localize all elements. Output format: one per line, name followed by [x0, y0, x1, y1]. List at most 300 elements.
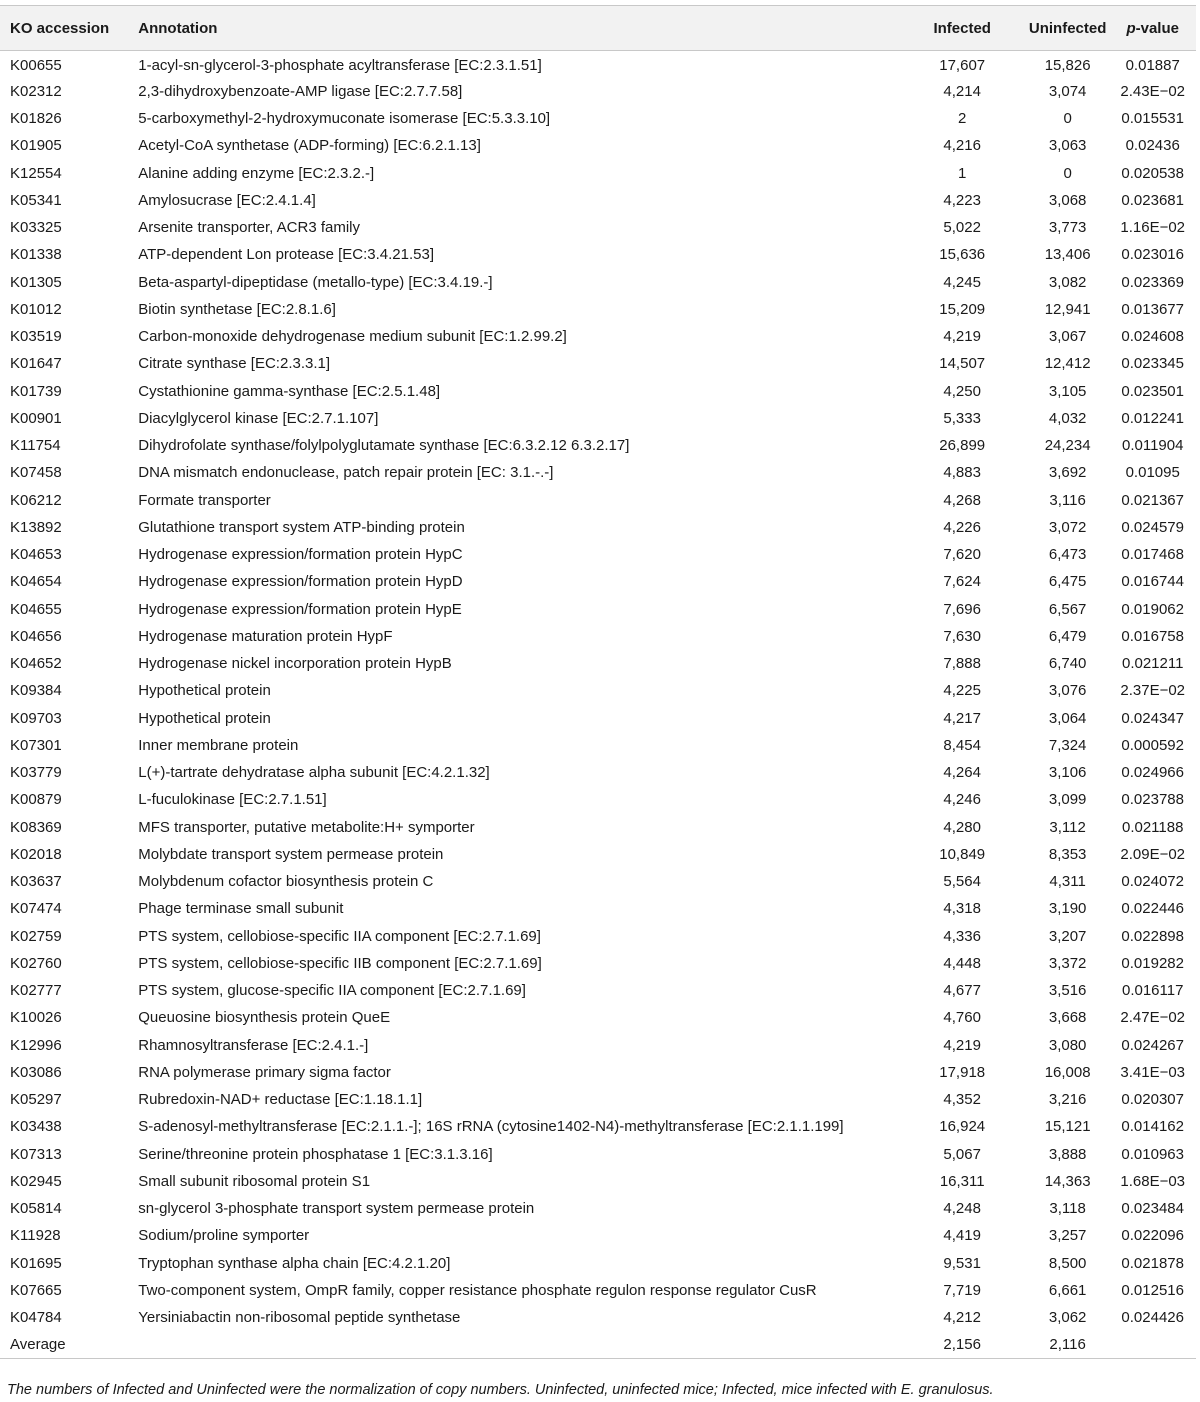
p-value-cell: 0.021878: [1121, 1254, 1184, 1272]
infected-cell: 4,336: [943, 927, 981, 945]
infected-cell: 4,677: [943, 982, 981, 1000]
annotation-cell: Acetyl-CoA synthetase (ADP-forming) [EC:6.2.1.13]: [138, 137, 481, 155]
annotation-cell: Queuosine biosynthesis protein QueE: [138, 1009, 391, 1027]
table-row: [0, 1304, 1196, 1331]
infected-cell: 7,719: [943, 1281, 981, 1299]
annotation-cell: Citrate synthase [EC:2.3.3.1]: [138, 355, 331, 373]
annotation-cell: Inner membrane protein: [138, 736, 299, 754]
uninfected-cell: 3,257: [1048, 1227, 1087, 1245]
uninfected-cell: 3,067: [1048, 328, 1087, 346]
uninfected-cell: 0: [1063, 164, 1072, 182]
table-row: [0, 759, 1196, 786]
p-value-cell: 0.022898: [1121, 927, 1184, 945]
table-row: [0, 378, 1196, 405]
annotation-cell: RNA polymerase primary sigma factor: [138, 1063, 391, 1081]
average-row: [0, 1331, 1196, 1358]
uninfected-cell: 3,112: [1049, 818, 1086, 836]
p-value-cell: 0.019062: [1121, 600, 1184, 618]
p-value-cell: 0.021211: [1121, 655, 1184, 673]
uninfected-cell: 12,412: [1044, 355, 1091, 373]
p-value-cell: 0.000592: [1121, 736, 1184, 754]
annotation-cell: Hypothetical protein: [138, 709, 271, 727]
ko-accession-cell: K02759: [10, 927, 62, 945]
annotation-cell: PTS system, cellobiose-specific IIA component [EC:2.7.1.69]: [138, 927, 541, 945]
ko-accession-cell: K09703: [10, 709, 62, 727]
p-value-cell: 0.016758: [1121, 627, 1184, 645]
infected-cell: 4,216: [943, 137, 981, 155]
table-row: [0, 1032, 1196, 1059]
table-row: [0, 568, 1196, 595]
infected-cell: 7,888: [943, 655, 981, 673]
annotation-cell: Carbon-monoxide dehydrogenase medium subunit [EC:1.2.99.2]: [138, 328, 567, 346]
p-value-cell: 2.09E−02: [1120, 845, 1186, 863]
infected-cell: 4,226: [943, 518, 981, 536]
p-value-cell: 0.023345: [1121, 355, 1184, 373]
p-value-cell: 0.020307: [1121, 1091, 1184, 1109]
uninfected-cell: 3,072: [1048, 518, 1087, 536]
ko-accession-cell: K01012: [10, 300, 62, 318]
infected-cell: 4,245: [943, 273, 981, 291]
table-row: [0, 160, 1196, 187]
uninfected-cell: 8,353: [1048, 845, 1087, 863]
ko-accession-cell: K03086: [10, 1063, 62, 1081]
ko-accession-cell: K09384: [10, 682, 62, 700]
annotation-cell: Diacylglycerol kinase [EC:2.7.1.107]: [138, 409, 379, 427]
annotation-cell: Amylosucrase [EC:2.4.1.4]: [138, 191, 316, 209]
uninfected-cell: 13,406: [1044, 246, 1091, 264]
uninfected-cell: 3,692: [1048, 464, 1087, 482]
table-row: [0, 78, 1196, 105]
uninfected-cell: 12,941: [1044, 300, 1091, 318]
ko-accession-cell: K04652: [10, 655, 62, 673]
ko-accession-cell: Average: [0, 1331, 138, 1358]
infected-cell: 5,333: [943, 409, 981, 427]
infected-cell: 14,507: [939, 355, 986, 373]
infected-cell: 9,531: [943, 1254, 981, 1272]
table-row: [0, 1113, 1196, 1140]
ko-accession-cell: K12554: [10, 164, 62, 182]
ko-accession-cell: K01695: [10, 1254, 62, 1272]
ko-accession-cell: K07458: [10, 464, 62, 482]
infected-cell: 26,899: [939, 437, 986, 455]
annotation-cell: Molybdate transport system permease protein: [138, 845, 444, 863]
annotation-cell: L(+)-tartrate dehydratase alpha subunit [EC:4.2.1.32]: [138, 764, 490, 782]
uninfected-cell: 6,661: [1048, 1281, 1087, 1299]
table-row: [0, 650, 1196, 677]
annotation-cell: 2,3-dihydroxybenzoate-AMP ligase [EC:2.7.7.58]: [138, 82, 463, 100]
annotation-cell: Molybdenum cofactor biosynthesis protein C: [138, 873, 434, 891]
ko-accession-cell: K03438: [10, 1118, 62, 1136]
ko-accession-cell: K00879: [10, 791, 62, 809]
uninfected-cell: 4,032: [1048, 409, 1087, 427]
annotation-cell: S-adenosyl-methyltransferase [EC:2.1.1.-]; 16S rRNA (cytosine1402-N4)-methyltransferase [EC:2.1.1.199]: [138, 1118, 844, 1136]
p-value-cell: 1.68E−03: [1120, 1172, 1186, 1190]
infected-cell: 10,849: [939, 845, 986, 863]
header-annotation: Annotation: [138, 6, 898, 51]
annotation-cell: Dihydrofolate synthase/folylpolyglutamate synthase [EC:6.3.2.12 6.3.2.17]: [138, 437, 630, 455]
annotation-cell: PTS system, cellobiose-specific IIB component [EC:2.7.1.69]: [138, 954, 542, 972]
infected-cell: 4,225: [943, 682, 981, 700]
annotation-cell: sn-glycerol 3-phosphate transport system permease protein: [138, 1200, 535, 1218]
table-row: [0, 487, 1196, 514]
p-value-cell: 0.024608: [1121, 328, 1184, 346]
table-row: [0, 623, 1196, 650]
p-value-cell: 0.024966: [1121, 764, 1184, 782]
ko-accession-cell: K04654: [10, 573, 62, 591]
annotation-cell: Rhamnosyltransferase [EC:2.4.1.-]: [138, 1036, 369, 1054]
uninfected-cell: 3,068: [1048, 191, 1087, 209]
p-value-cell: 0.023788: [1121, 791, 1184, 809]
uninfected-cell: 8,500: [1048, 1254, 1087, 1272]
infected-cell: 2,156: [899, 1331, 1026, 1358]
ko-accession-cell: K05297: [10, 1091, 62, 1109]
table-row: [0, 187, 1196, 214]
header-p-value: [1109, 6, 1196, 51]
annotation-cell: Hydrogenase nickel incorporation protein HypB: [138, 655, 452, 673]
uninfected-cell: 3,063: [1048, 137, 1087, 155]
uninfected-cell: 3,190: [1048, 900, 1087, 918]
annotation-cell: Hydrogenase expression/formation protein HypE: [138, 600, 462, 618]
annotation-cell: L-fuculokinase [EC:2.7.1.51]: [138, 791, 327, 809]
table-row: [0, 132, 1196, 159]
annotation-cell: [138, 1331, 898, 1358]
p-value-cell: 0.023484: [1121, 1200, 1184, 1218]
infected-cell: 4,264: [943, 764, 981, 782]
table-row: [0, 814, 1196, 841]
uninfected-cell: 3,207: [1048, 927, 1087, 945]
p-value-cell: 0.021188: [1121, 818, 1184, 836]
uninfected-cell: 6,479: [1048, 627, 1087, 645]
table-row: [0, 269, 1196, 296]
annotation-cell: ATP-dependent Lon protease [EC:3.4.21.53]: [138, 246, 435, 264]
p-value-cell: 0.011904: [1121, 437, 1184, 455]
ko-accession-cell: K03779: [10, 764, 62, 782]
table-row: [0, 841, 1196, 868]
annotation-cell: Hydrogenase expression/formation protein HypD: [138, 573, 463, 591]
header-ko-accession: KO accession: [0, 6, 138, 51]
ko-accession-cell: K03637: [10, 873, 62, 891]
p-value-cell: 3.41E−03: [1120, 1063, 1186, 1081]
uninfected-cell: 3,116: [1049, 491, 1086, 509]
ko-accession-cell: K00655: [10, 56, 62, 74]
infected-cell: 4,419: [943, 1227, 981, 1245]
infected-cell: 4,760: [943, 1009, 981, 1027]
uninfected-cell: 3,118: [1049, 1200, 1086, 1218]
ko-accession-cell: K02760: [10, 954, 62, 972]
p-value-cell: 0.02436: [1125, 137, 1180, 155]
infected-cell: 4,448: [943, 954, 981, 972]
ko-accession-cell: K01338: [10, 246, 62, 264]
ko-accession-cell: K05814: [10, 1200, 62, 1218]
table-row: [0, 1195, 1196, 1222]
table-row: [0, 1168, 1196, 1195]
table-row: [0, 105, 1196, 132]
annotation-cell: Formate transporter: [138, 491, 271, 509]
table-footnote: The numbers of Infected and Uninfected were the normalization of copy numbers. Uninfected, uninfected mice; Infected, mice infected with E. granulosus.: [7, 1382, 994, 1398]
table-row: [0, 51, 1196, 78]
table-row: [0, 923, 1196, 950]
ko-accession-cell: K11754: [10, 437, 61, 455]
uninfected-cell: 6,475: [1048, 573, 1087, 591]
table-row: [0, 1059, 1196, 1086]
infected-cell: 7,696: [943, 600, 981, 618]
ko-accession-cell: K00901: [10, 409, 62, 427]
p-value-cell: 2.43E−02: [1120, 82, 1186, 100]
uninfected-cell: 3,099: [1048, 791, 1087, 809]
ko-accession-cell: K04653: [10, 546, 62, 564]
ko-accession-cell: K01739: [10, 382, 62, 400]
uninfected-cell: 16,008: [1044, 1063, 1091, 1081]
ko-accession-cell: K04784: [10, 1309, 62, 1327]
p-value-cell: 0.022446: [1121, 900, 1184, 918]
table-row: [0, 541, 1196, 568]
uninfected-cell: 3,106: [1048, 764, 1087, 782]
ko-accession-cell: K02777: [10, 982, 62, 1000]
infected-cell: 17,918: [939, 1063, 986, 1081]
infected-cell: 1: [958, 164, 967, 182]
uninfected-cell: 6,567: [1048, 600, 1087, 618]
table-row: [0, 350, 1196, 377]
header-row: [0, 6, 1196, 51]
uninfected-cell: 6,740: [1048, 655, 1087, 673]
uninfected-cell: 3,773: [1048, 219, 1087, 237]
p-value-cell: 0.024426: [1121, 1309, 1184, 1327]
infected-cell: 4,883: [943, 464, 981, 482]
infected-cell: 5,022: [943, 219, 981, 237]
table-row: [0, 732, 1196, 759]
p-value-cell: 0.019282: [1121, 954, 1184, 972]
infected-cell: 4,219: [943, 1036, 981, 1054]
p-value-cell: 0.01095: [1125, 464, 1180, 482]
p-value-cell: 0.014162: [1121, 1118, 1184, 1136]
p-value-cell: 0.010963: [1121, 1145, 1184, 1163]
table-row: [0, 705, 1196, 732]
p-value-cell: 0.024347: [1121, 709, 1184, 727]
ko-accession-cell: K02945: [10, 1172, 62, 1190]
annotation-cell: Hydrogenase expression/formation protein HypC: [138, 546, 463, 564]
p-value-cell: 0.023501: [1121, 382, 1184, 400]
table-row: [0, 786, 1196, 813]
infected-cell: 2: [958, 110, 967, 128]
infected-cell: 5,564: [943, 873, 981, 891]
ko-accession-cell: K10026: [10, 1009, 62, 1027]
infected-cell: 4,248: [943, 1200, 981, 1218]
ko-accession-cell: K04656: [10, 627, 62, 645]
table-row: [0, 677, 1196, 704]
infected-cell: 5,067: [943, 1145, 981, 1163]
p-value-cell: 0.024267: [1121, 1036, 1184, 1054]
table-row: [0, 1004, 1196, 1031]
table-row: [0, 1250, 1196, 1277]
uninfected-cell: 7,324: [1048, 736, 1087, 754]
ko-accession-cell: K07474: [10, 900, 62, 918]
annotation-cell: Yersiniabactin non-ribosomal peptide synthetase: [138, 1309, 461, 1327]
p-value-cell: 1.16E−02: [1120, 219, 1186, 237]
infected-cell: 7,630: [943, 627, 981, 645]
uninfected-cell: 3,516: [1048, 982, 1087, 1000]
ko-accession-cell: K13892: [10, 518, 62, 536]
table-row: [0, 895, 1196, 922]
annotation-cell: Sodium/proline symporter: [138, 1227, 310, 1245]
annotation-cell: Two-component system, OmpR family, copper resistance phosphate regulon response regulator CusR: [138, 1281, 817, 1299]
ko-accession-cell: K04655: [10, 600, 62, 618]
table-row: [0, 459, 1196, 486]
uninfected-cell: 6,473: [1048, 546, 1087, 564]
uninfected-cell: 4,311: [1049, 873, 1086, 891]
ko-accession-cell: K02018: [10, 845, 62, 863]
ko-accession-cell: K07301: [10, 736, 62, 754]
ko-accession-cell: K12996: [10, 1036, 62, 1054]
annotation-cell: Biotin synthetase [EC:2.8.1.6]: [138, 300, 336, 318]
annotation-cell: 1-acyl-sn-glycerol-3-phosphate acyltransferase [EC:2.3.1.51]: [138, 56, 542, 74]
uninfected-cell: 15,826: [1044, 56, 1091, 74]
p-value-cell: 0.022096: [1121, 1227, 1184, 1245]
p-value-cell: 0.017468: [1121, 546, 1184, 564]
table-header: [0, 6, 1196, 51]
annotation-cell: Cystathionine gamma-synthase [EC:2.5.1.48]: [138, 382, 441, 400]
infected-cell: 16,311: [939, 1172, 985, 1190]
uninfected-cell: 3,064: [1048, 709, 1087, 727]
p-value-cell: 0.012241: [1121, 409, 1184, 427]
annotation-cell: Small subunit ribosomal protein S1: [138, 1172, 371, 1190]
infected-cell: 4,250: [943, 382, 981, 400]
uninfected-cell: 3,888: [1048, 1145, 1087, 1163]
p-value-cell: 0.013677: [1121, 300, 1184, 318]
uninfected-cell: 3,372: [1048, 954, 1087, 972]
ko-accession-cell: K01826: [10, 110, 62, 128]
uninfected-cell: 3,074: [1048, 82, 1087, 100]
p-value-cell: 0.023681: [1121, 191, 1184, 209]
uninfected-cell: 3,062: [1048, 1309, 1087, 1327]
ko-accession-cell: K07313: [10, 1145, 62, 1163]
p-value-cell: 0.015531: [1121, 110, 1184, 128]
p-value-cell: 2.47E−02: [1120, 1009, 1186, 1027]
infected-cell: 4,318: [943, 900, 981, 918]
p-value-cell: 0.01887: [1125, 56, 1180, 74]
table-row: [0, 1222, 1196, 1249]
uninfected-cell: 3,668: [1048, 1009, 1087, 1027]
uninfected-cell: 2,116: [1026, 1331, 1110, 1358]
p-value-cell: 0.024579: [1121, 518, 1184, 536]
p-value-cell: 2.37E−02: [1120, 682, 1186, 700]
uninfected-cell: 3,105: [1048, 382, 1087, 400]
annotation-cell: Serine/threonine protein phosphatase 1 [EC:3.1.3.16]: [138, 1145, 493, 1163]
infected-cell: 4,352: [943, 1091, 981, 1109]
infected-cell: 4,246: [943, 791, 981, 809]
annotation-cell: PTS system, glucose-specific IIA component [EC:2.7.1.69]: [138, 982, 526, 1000]
p-value-cell: 0.012516: [1121, 1281, 1184, 1299]
p-value-cell: 0.023369: [1121, 273, 1184, 291]
infected-cell: 7,620: [943, 546, 981, 564]
p-value-cell: 0.023016: [1121, 246, 1184, 264]
table-row: [0, 323, 1196, 350]
annotation-cell: DNA mismatch endonuclease, patch repair protein [EC: 3.1.-.-]: [138, 464, 554, 482]
p-value-cell: [1109, 1331, 1196, 1358]
table-row: [0, 1141, 1196, 1168]
infected-cell: 15,209: [939, 300, 986, 318]
annotation-cell: Hydrogenase maturation protein HypF: [138, 627, 393, 645]
uninfected-cell: 24,234: [1044, 437, 1091, 455]
annotation-cell: Phage terminase small subunit: [138, 900, 344, 918]
infected-cell: 4,219: [943, 328, 981, 346]
ko-accession-cell: K02312: [10, 82, 62, 100]
infected-cell: 4,217: [943, 709, 981, 727]
infected-cell: 16,924: [939, 1118, 986, 1136]
header-uninfected: Uninfected: [1026, 6, 1110, 51]
infected-cell: 4,223: [943, 191, 981, 209]
annotation-cell: MFS transporter, putative metabolite:H+ symporter: [138, 818, 475, 836]
ko-accession-cell: K01647: [10, 355, 62, 373]
table-row: [0, 1277, 1196, 1304]
infected-cell: 8,454: [943, 736, 981, 754]
p-value-cell: 0.024072: [1121, 873, 1184, 891]
ko-accession-cell: K05341: [10, 191, 62, 209]
annotation-cell: Hypothetical protein: [138, 682, 271, 700]
annotation-cell: Glutathione transport system ATP-binding protein: [138, 518, 465, 536]
infected-cell: 4,214: [943, 82, 981, 100]
annotation-cell: Tryptophan synthase alpha chain [EC:4.2.1.20]: [138, 1254, 451, 1272]
ko-accession-cell: K11928: [10, 1227, 61, 1245]
table-row: [0, 405, 1196, 432]
p-value-cell: 0.021367: [1121, 491, 1184, 509]
header-p-italic: p: [1126, 19, 1136, 37]
table-row: [0, 241, 1196, 268]
uninfected-cell: 3,082: [1048, 273, 1087, 291]
ko-comparison-table: [0, 5, 1196, 1359]
infected-cell: 15,636: [939, 246, 986, 264]
table-body: [0, 51, 1196, 1359]
ko-accession-cell: K07665: [10, 1281, 62, 1299]
ko-accession-cell: K06212: [10, 491, 62, 509]
ko-accession-cell: K01305: [10, 273, 62, 291]
ko-accession-cell: K03519: [10, 328, 62, 346]
annotation-cell: Rubredoxin-NAD+ reductase [EC:1.18.1.1]: [138, 1091, 423, 1109]
infected-cell: 4,268: [943, 491, 981, 509]
table-row: [0, 868, 1196, 895]
infected-cell: 17,607: [939, 56, 986, 74]
uninfected-cell: 15,121: [1044, 1118, 1091, 1136]
ko-accession-cell: K01905: [10, 137, 62, 155]
annotation-cell: Alanine adding enzyme [EC:2.3.2.-]: [138, 164, 375, 182]
table-row: [0, 950, 1196, 977]
annotation-cell: Arsenite transporter, ACR3 family: [138, 219, 361, 237]
table-row: [0, 296, 1196, 323]
uninfected-cell: 14,363: [1044, 1172, 1091, 1190]
infected-cell: 7,624: [943, 573, 981, 591]
infected-cell: 4,212: [943, 1309, 981, 1327]
p-value-cell: 0.016744: [1121, 573, 1184, 591]
header-p-suffix: -value: [1135, 19, 1179, 37]
uninfected-cell: 3,076: [1048, 682, 1087, 700]
table-row: [0, 214, 1196, 241]
ko-accession-cell: K08369: [10, 818, 62, 836]
uninfected-cell: 3,216: [1048, 1091, 1087, 1109]
table-row: [0, 977, 1196, 1004]
p-value-cell: 0.016117: [1121, 982, 1184, 1000]
annotation-cell: Beta-aspartyl-dipeptidase (metallo-type) [EC:3.4.19.-]: [138, 273, 493, 291]
table-row: [0, 432, 1196, 459]
header-infected: Infected: [899, 6, 1026, 51]
p-value-cell: 0.020538: [1121, 164, 1184, 182]
infected-cell: 4,280: [943, 818, 981, 836]
table-row: [0, 1086, 1196, 1113]
uninfected-cell: 0: [1063, 110, 1072, 128]
uninfected-cell: 3,080: [1048, 1036, 1087, 1054]
table-row: [0, 514, 1196, 541]
annotation-cell: 5-carboxymethyl-2-hydroxymuconate isomerase [EC:5.3.3.10]: [138, 110, 551, 128]
ko-accession-cell: K03325: [10, 219, 62, 237]
table-row: [0, 596, 1196, 623]
